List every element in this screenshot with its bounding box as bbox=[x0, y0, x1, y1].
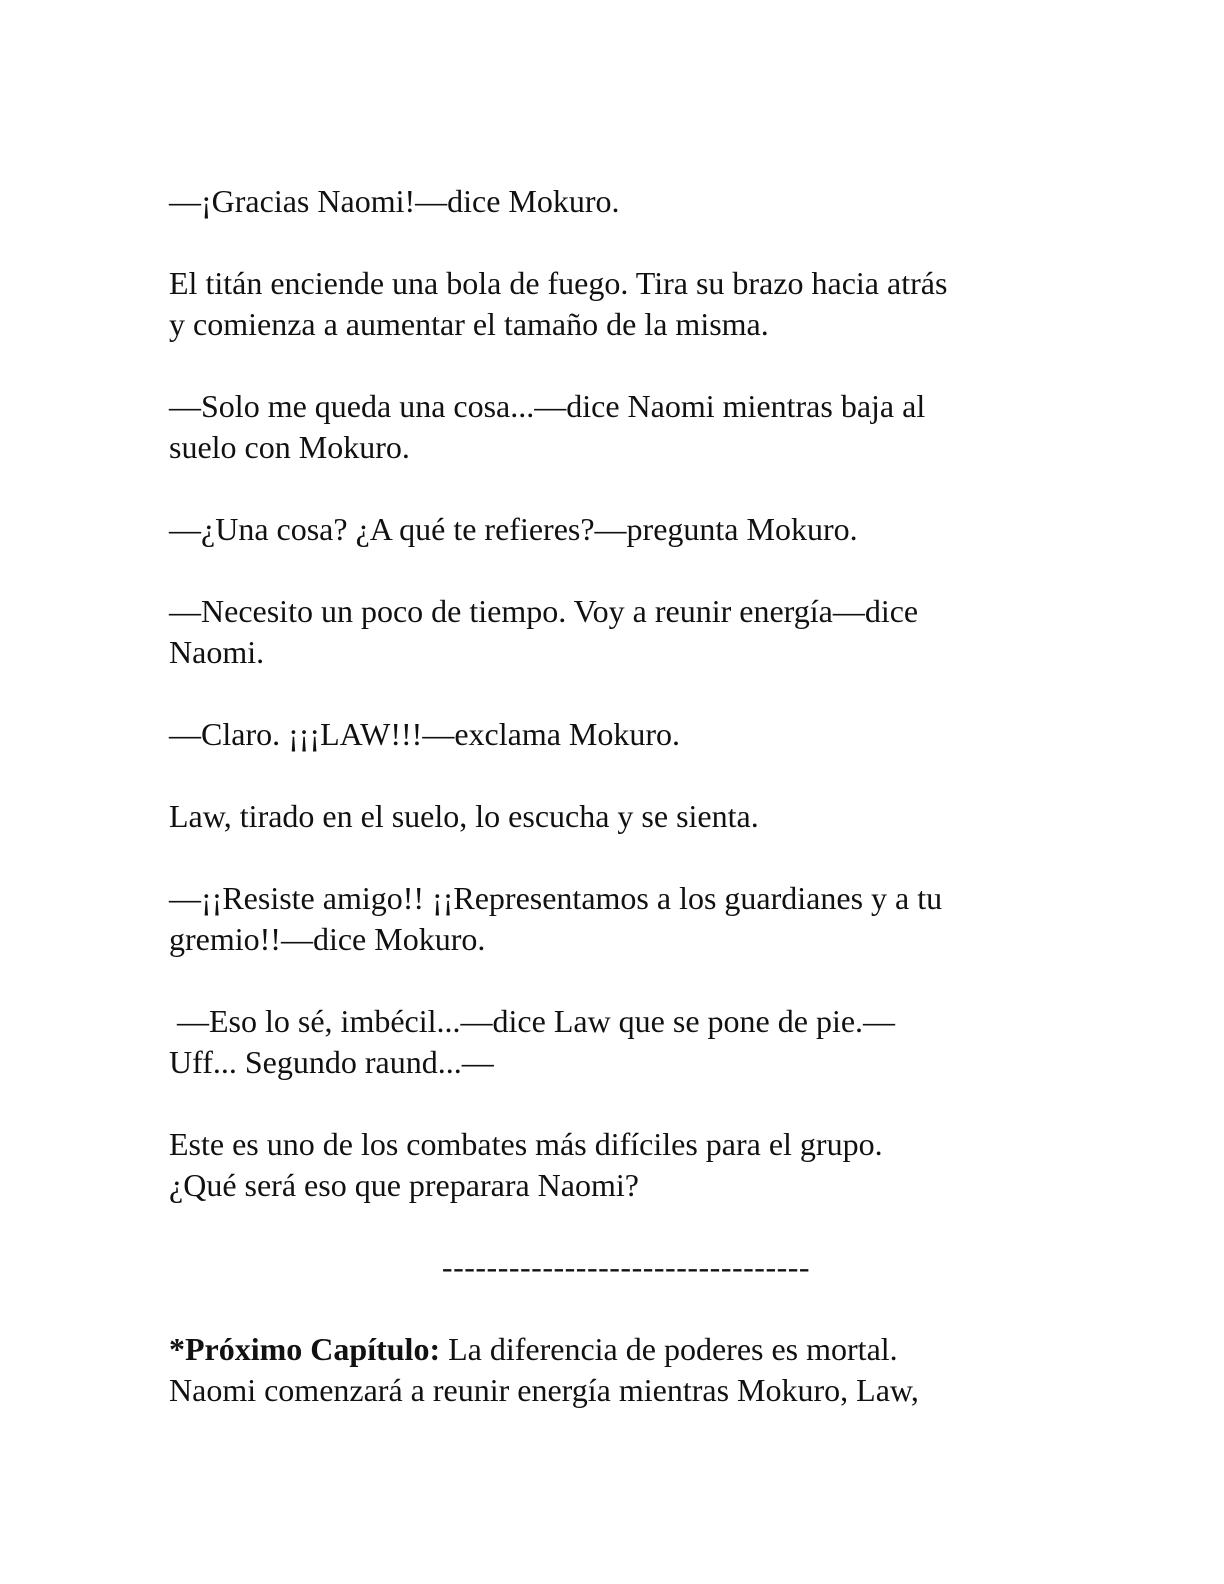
text-line: —Claro. ¡¡¡LAW!!!—exclama Mokuro. bbox=[169, 716, 681, 752]
text-line: —¡Gracias Naomi!—dice Mokuro. bbox=[169, 183, 620, 219]
paragraph bbox=[169, 714, 1049, 755]
text-line: —¡¡Resiste amigo!! ¡¡Representamos a los guardianes y a tu bbox=[169, 880, 943, 916]
text-line: Uff... Segundo raund...— bbox=[169, 1044, 494, 1080]
next-chapter-paragraph bbox=[169, 1329, 1049, 1411]
text-line: —Eso lo sé, imbécil...—dice Law que se pone de pie.— bbox=[169, 1003, 896, 1039]
text-line: —¿Una cosa? ¿A qué te refieres?—pregunta Mokuro. bbox=[169, 511, 858, 547]
document-body bbox=[169, 181, 1049, 1452]
paragraph bbox=[169, 263, 1049, 345]
text-line: —Solo me queda una cosa...—dice Naomi mientras baja al bbox=[169, 388, 926, 424]
section-separator: --------------------------------- bbox=[441, 1249, 811, 1285]
text-line: gremio!!—dice Mokuro. bbox=[169, 921, 486, 957]
text-line: Este es uno de los combates más difíciles para el grupo. bbox=[169, 1126, 883, 1162]
text-line: Naomi comenzará a reunir energía mientras Mokuro, Law, bbox=[169, 1372, 919, 1408]
paragraph bbox=[169, 386, 1049, 468]
text-line: Law, tirado en el suelo, lo escucha y se sienta. bbox=[169, 798, 759, 834]
text-line: suelo con Mokuro. bbox=[169, 429, 410, 465]
paragraph bbox=[169, 591, 1049, 673]
paragraph bbox=[169, 509, 1049, 550]
next-chapter-label: *Próximo Capítulo: bbox=[169, 1331, 441, 1367]
next-chapter-text: La diferencia de poderes es mortal. bbox=[440, 1331, 898, 1367]
paragraph bbox=[169, 796, 1049, 837]
text-line: El titán enciende una bola de fuego. Tira su brazo hacia atrás bbox=[169, 265, 948, 301]
paragraph bbox=[169, 1001, 1049, 1083]
text-line bbox=[169, 1329, 1049, 1370]
paragraph bbox=[169, 878, 1049, 960]
text-line: —Necesito un poco de tiempo. Voy a reunir energía—dice bbox=[169, 593, 919, 629]
paragraph bbox=[169, 181, 1049, 222]
text-line: Naomi. bbox=[169, 634, 265, 670]
paragraph bbox=[169, 1124, 1049, 1206]
text-line: y comienza a aumentar el tamaño de la misma. bbox=[169, 306, 769, 342]
text-line: ¿Qué será eso que preparara Naomi? bbox=[169, 1167, 639, 1203]
